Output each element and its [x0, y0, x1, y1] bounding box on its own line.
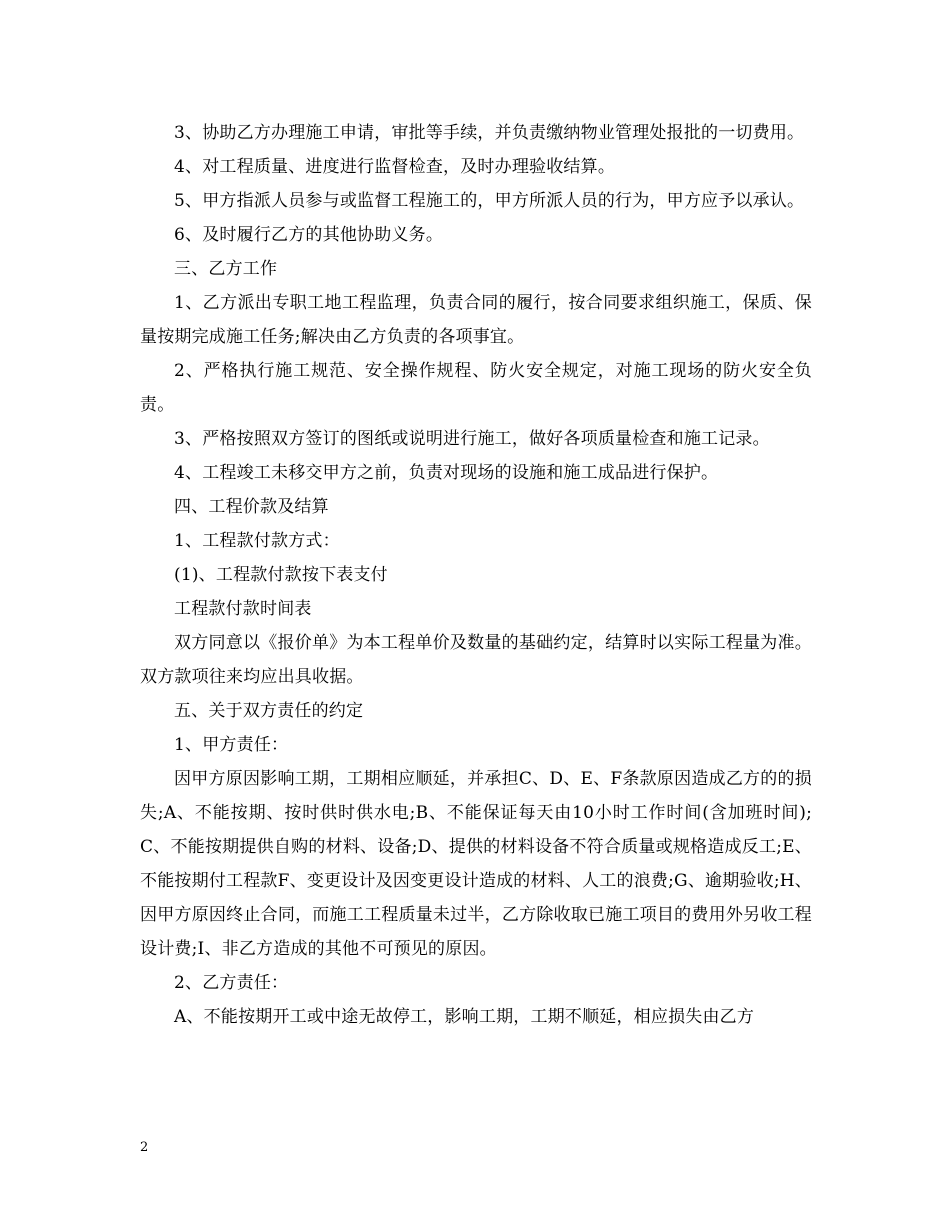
paragraph: 因甲方原因影响工期，工期相应顺延，并承担C、D、E、F条款原因造成乙方的的损失;A、不能按期、按时供时供水电;B、不能保证每天由10小时工作时间(含加班时间);C、不能按期提供自购的材料、设备;D、提供的材料设备不符合质量或规格造成反工;E、不能按期付工程款F、变更设计及因变更设计造成的材料、人工的浪费;G、逾期验收;H、因甲方原因终止合同，而施工工程质量未过半，乙方除收取已施工项目的费用外另收工程设计费;I、非乙方造成的其他不可预见的原因。 [140, 769, 812, 959]
paragraph: 2、乙方责任： [174, 973, 289, 993]
paragraph: 4、对工程质量、进度进行监督检查，及时办理验收结算。 [174, 157, 616, 177]
paragraph: 2、严格执行施工规范、安全操作规程、防火安全规定，对施工现场的防火安全负责。 [140, 361, 812, 415]
document-body [140, 116, 812, 1034]
paragraph: 1、工程款付款方式： [174, 531, 340, 551]
paragraph: 6、及时履行乙方的其他协助义务。 [174, 225, 444, 245]
paragraph: 1、乙方派出专职工地工程监理，负责合同的履行，按合同要求组织施工，保质、保量按期完成施工任务;解决由乙方负责的各项事宜。 [140, 293, 812, 347]
paragraph: 双方同意以《报价单》为本工程单价及数量的基础约定，结算时以实际工程量为准。双方款项往来均应出具收据。 [140, 633, 812, 687]
paragraph: 5、甲方指派人员参与或监督工程施工的，甲方所派人员的行为，甲方应予以承认。 [174, 191, 805, 211]
paragraph: A、不能按期开工或中途无故停工，影响工期，工期不顺延，相应损失由乙方 [174, 1007, 755, 1027]
page-number: 2 [140, 1140, 149, 1155]
paragraph: 4、工程竣工未移交甲方之前，负责对现场的设施和施工成品进行保护。 [174, 463, 719, 483]
section-heading: 三、乙方工作 [174, 259, 278, 279]
paragraph: (1)、工程款付款按下表支付 [174, 565, 388, 585]
section-heading: 四、工程价款及结算 [174, 497, 329, 517]
table-caption: 工程款付款时间表 [174, 599, 312, 619]
paragraph: 3、严格按照双方签订的图纸或说明进行施工，做好各项质量检查和施工记录。 [174, 429, 770, 449]
paragraph: 1、甲方责任： [174, 735, 289, 755]
section-heading: 五、关于双方责任的约定 [174, 701, 364, 721]
paragraph: 3、协助乙方办理施工申请，审批等手续，并负责缴纳物业管理处报批的一切费用。 [174, 123, 805, 143]
